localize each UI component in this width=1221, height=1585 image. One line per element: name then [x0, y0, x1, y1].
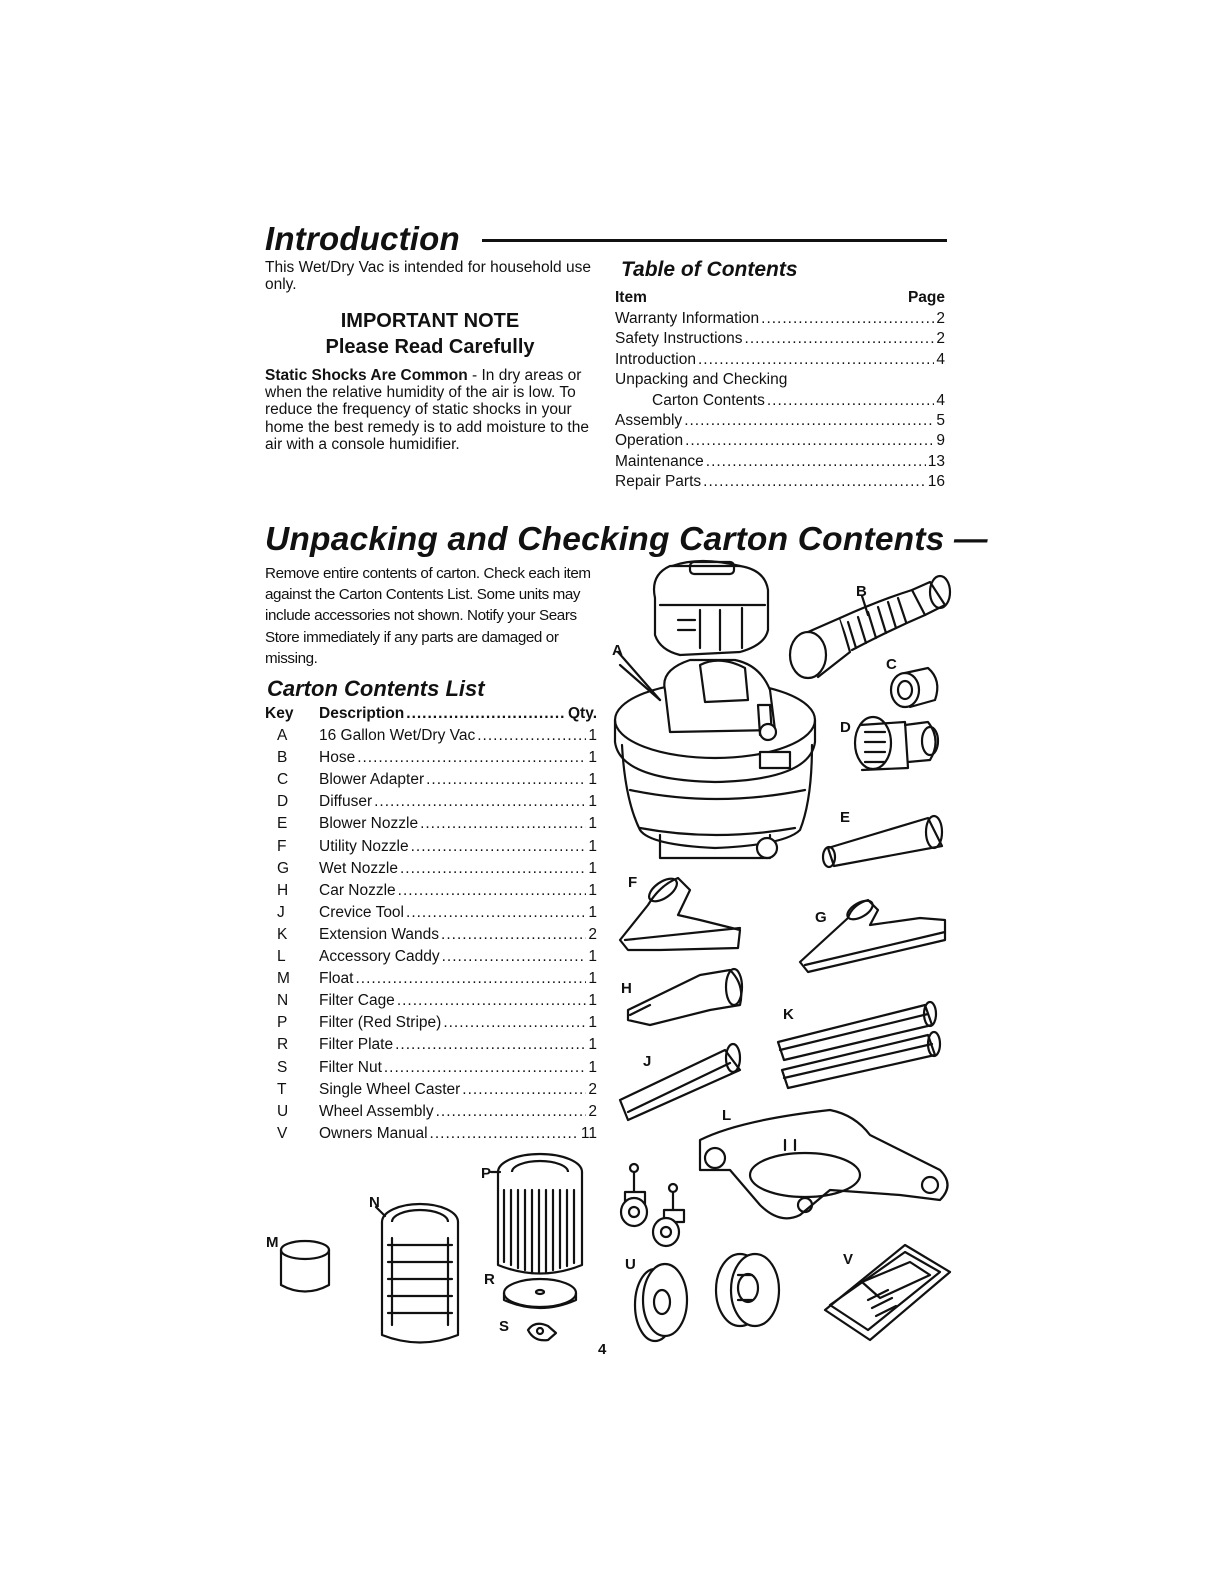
toc-label: Operation	[615, 432, 684, 450]
item-qty: 1	[588, 1014, 597, 1032]
label-e: E	[840, 809, 851, 826]
read-carefully-heading: Please Read Carefully	[325, 336, 535, 358]
item-key: S	[277, 1058, 288, 1076]
vac-motor-head-drawing	[654, 561, 768, 655]
item-qty: 1	[588, 1036, 597, 1054]
item-key: L	[277, 948, 286, 966]
label-v: V	[843, 1251, 854, 1268]
toc-page: 9	[936, 432, 945, 450]
item-description: Filter Cage	[319, 992, 395, 1010]
toc-page: 4	[936, 350, 945, 368]
label-m: M	[266, 1234, 279, 1251]
toc-page: 2	[936, 330, 945, 348]
toc-page: 4	[936, 391, 945, 409]
filter-drawing	[498, 1154, 582, 1274]
toc-col-page: Page	[907, 289, 945, 306]
item-description: Blower Adapter	[319, 771, 425, 789]
item-key: E	[277, 815, 288, 833]
item-qty: 2	[588, 1080, 597, 1098]
utility-nozzle-drawing	[620, 874, 740, 950]
item-key: K	[277, 925, 288, 943]
item-key: N	[277, 992, 289, 1010]
item-qty: 1	[588, 948, 597, 966]
label-d: D	[840, 719, 851, 736]
item-qty: 11	[580, 1124, 597, 1142]
col-key: Key	[265, 705, 294, 722]
hose-drawing	[790, 576, 950, 678]
label-g: G	[815, 909, 827, 926]
item-qty: 1	[588, 992, 597, 1010]
leader-line-a	[618, 652, 660, 700]
item-key: D	[277, 793, 289, 811]
label-a: A	[612, 642, 623, 659]
label-n: N	[369, 1194, 380, 1211]
unpacking-paragraph: Remove entire contents of carton. Check each item against the Carton Contents List. Some units may include accessories not shown. Notify your Sears Store immediately if any parts are damaged or missing.	[265, 565, 591, 667]
label-h: H	[621, 980, 632, 997]
item-qty: 1	[588, 727, 597, 745]
label-s: S	[499, 1318, 510, 1335]
item-qty: 1	[588, 815, 597, 833]
item-description: Owners Manual	[319, 1124, 428, 1142]
item-qty: 1	[588, 837, 597, 855]
toc-label: Warranty Information	[615, 310, 760, 327]
item-key: H	[277, 881, 289, 899]
toc-label: Carton Contents	[652, 391, 765, 409]
item-key: V	[277, 1124, 288, 1142]
toc-page: 16	[927, 473, 945, 491]
item-key: M	[277, 970, 290, 988]
item-qty: 1	[588, 771, 597, 789]
important-note-heading: IMPORTANT NOTE	[340, 310, 520, 332]
toc-label: Safety Instructions	[615, 330, 743, 348]
filter-nut-drawing	[528, 1324, 556, 1341]
item-qty: 1	[588, 793, 597, 811]
item-description: Utility Nozzle	[319, 837, 409, 855]
filter-plate-drawing	[504, 1279, 576, 1308]
introduction-heading: Introduction	[265, 220, 460, 257]
static-shock-body: - In dry areas or when the relative humidity of the air is low. To reduce the frequency of static shocks in your home the best remedy is to add moisture to the air with a console humidifier.	[265, 367, 589, 453]
item-description: Crevice Tool	[319, 903, 405, 921]
col-description: Description	[319, 705, 405, 722]
item-key: R	[277, 1036, 289, 1054]
unpacking-heading: Unpacking and Checking Carton Contents —	[265, 521, 988, 558]
item-qty: 1	[588, 903, 597, 921]
item-key: P	[277, 1014, 288, 1032]
item-key: J	[277, 903, 285, 921]
item-description: Diffuser	[319, 793, 373, 811]
item-key: F	[277, 837, 287, 855]
toc-col-item: Item	[615, 289, 647, 306]
item-description: Wet Nozzle	[319, 859, 398, 877]
item-description: Car Nozzle	[319, 881, 396, 899]
intro-paragraph: This Wet/Dry Vac is intended for household use only.	[265, 259, 591, 293]
item-qty: 1	[588, 859, 597, 877]
toc-label: Unpacking and Checking	[615, 371, 788, 389]
caster-wheels-drawing	[621, 1164, 684, 1246]
blower-adapter-drawing	[891, 668, 937, 707]
item-description: Filter (Red Stripe)	[319, 1014, 442, 1032]
label-r: R	[484, 1271, 495, 1288]
static-shock-lead: Static Shocks Are Common	[265, 367, 468, 384]
item-description: 16 Gallon Wet/Dry Vac	[319, 727, 476, 745]
item-description: Filter Plate	[319, 1036, 394, 1054]
item-description: Hose	[319, 749, 356, 767]
item-description: Filter Nut	[319, 1058, 382, 1076]
label-p: P	[481, 1165, 492, 1182]
item-qty: 1	[588, 749, 597, 767]
car-nozzle-drawing	[628, 969, 742, 1025]
toc-page: 5	[936, 411, 945, 429]
toc-label: Assembly	[615, 411, 683, 429]
extension-wands-drawing	[778, 1002, 940, 1088]
toc-title: Table of Contents	[621, 258, 798, 281]
item-description: Accessory Caddy	[319, 948, 440, 966]
item-qty: 2	[588, 1102, 597, 1120]
item-key: U	[277, 1102, 289, 1120]
filter-cage-drawing	[382, 1204, 458, 1343]
label-j: J	[643, 1053, 652, 1070]
diffuser-drawing	[855, 717, 938, 770]
item-description: Extension Wands	[319, 925, 440, 943]
float-drawing	[281, 1241, 329, 1292]
wheel-assembly-drawing	[635, 1254, 779, 1341]
toc-page: 13	[927, 452, 945, 470]
vac-tank-drawing	[615, 660, 815, 858]
item-key: B	[277, 749, 288, 767]
item-qty: 1	[588, 970, 597, 988]
label-c: C	[886, 656, 897, 673]
item-qty: 2	[588, 925, 597, 943]
item-description: Wheel Assembly	[319, 1102, 434, 1120]
label-l: L	[722, 1107, 732, 1124]
toc-label: Introduction	[615, 350, 696, 368]
toc-label: Repair Parts	[615, 473, 702, 491]
label-b: B	[856, 583, 867, 600]
col-qty: Qty.	[568, 705, 597, 722]
item-key: A	[277, 727, 288, 745]
accessory-caddy-drawing	[700, 1110, 948, 1218]
carton-list-title: Carton Contents List	[267, 676, 485, 701]
item-description: Blower Nozzle	[319, 815, 419, 833]
label-f: F	[628, 874, 638, 891]
label-u: U	[625, 1256, 636, 1273]
item-description: Single Wheel Caster	[319, 1080, 461, 1098]
item-key: C	[277, 771, 289, 789]
item-qty: 1	[588, 881, 597, 899]
toc-label: Maintenance	[615, 452, 704, 470]
item-description: Float	[319, 970, 354, 988]
item-key: T	[277, 1080, 287, 1098]
label-k: K	[783, 1006, 794, 1023]
toc-page: 2	[936, 310, 945, 327]
page-number: 4	[598, 1341, 607, 1358]
item-key: G	[277, 859, 290, 877]
item-qty: 1	[588, 1058, 597, 1076]
